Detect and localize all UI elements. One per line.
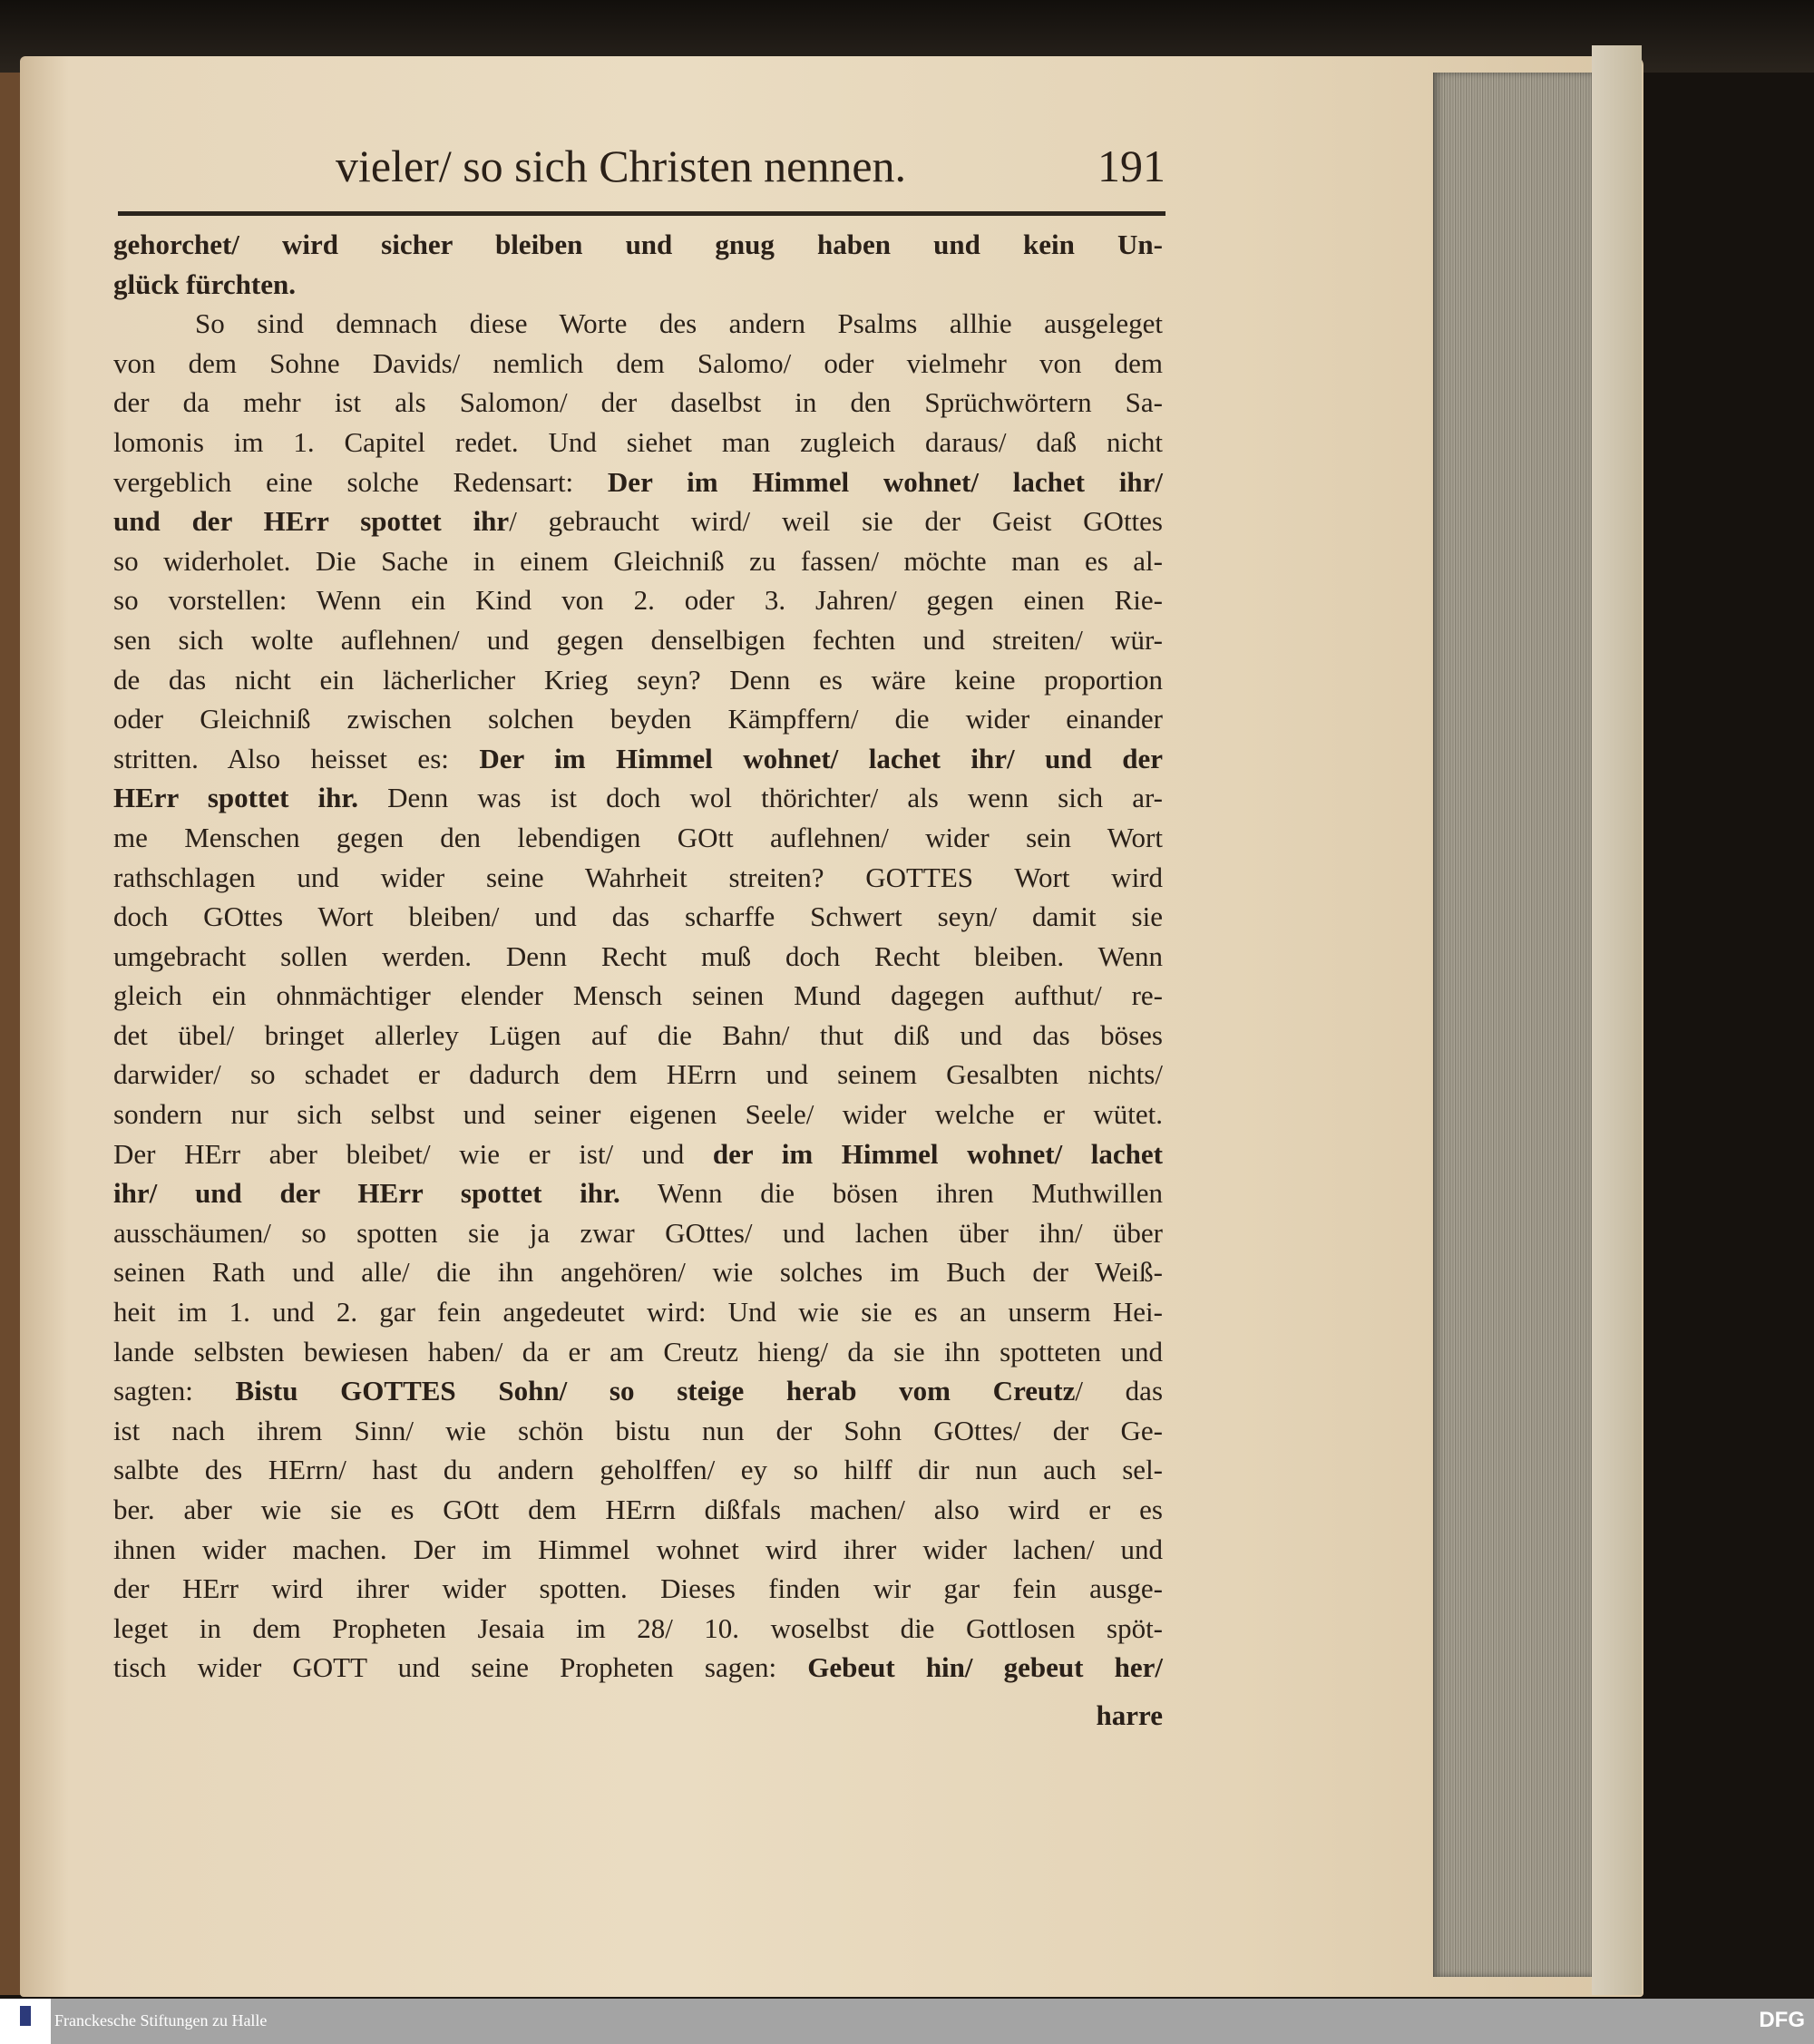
text-line: [113, 1371, 1163, 1411]
text-segment: lomonis im 1. Capitel redet. Und siehet man zugleich daraus/ daß nicht: [113, 425, 1163, 458]
footer-bar: [0, 1999, 1814, 2044]
bold-text-segment: Der im Himmel wohnet/ lachet ihr/: [607, 465, 1163, 498]
institution-name: Franckesche Stiftungen zu Halle: [54, 2011, 268, 2029]
text-segment: / gebraucht wird/ weil sie der Geist GOttes: [509, 505, 1163, 538]
text-segment: ihnen wider machen. Der im Himmel wohnet wird ihrer wider lachen/ und: [113, 1533, 1163, 1565]
text-segment: de das nicht ein lächerlicher Krieg seyn? Denn es wäre keine proportion: [113, 663, 1163, 696]
text-segment: so vorstellen: Wenn ein Kind von 2. oder 3. Jahren/ gegen einen Rie-: [113, 584, 1163, 617]
page-text: [113, 225, 1164, 1731]
header-rule: [118, 211, 1165, 216]
text-segment: stritten. Also heisset es:: [113, 742, 480, 774]
text-segment: me Menschen gegen den lebendigen GOtt auflehnen/ wider sein Wort: [113, 821, 1163, 853]
text-segment: so widerholet. Die Sache in einem Gleichniß zu fassen/ möchte man es al-: [113, 544, 1163, 577]
text-line: [113, 225, 1163, 265]
text-line: [113, 383, 1163, 423]
text-line: [113, 858, 1163, 898]
text-line: [113, 620, 1163, 660]
institution-logo: [0, 1999, 51, 2044]
catchword: harre: [1096, 1699, 1163, 1731]
bold-text-segment: Bistu GOTTES Sohn/ so steige herab vom Creutz: [235, 1375, 1076, 1407]
text-segment: ausschäumen/ so spotten sie ja zwar GOttes/ und lachen über ihn/ über: [113, 1216, 1163, 1249]
page-number: 191: [1097, 141, 1165, 191]
text-line: [113, 423, 1163, 462]
text-line: [113, 1490, 1163, 1530]
bold-text-segment: ihr/ und der HErr spottet ihr.: [113, 1177, 620, 1210]
text-segment: leget in dem Propheten Jesaia im 28/ 10. woselbst die Gottlosen spöt-: [113, 1611, 1163, 1644]
text-line: [113, 1609, 1163, 1649]
text-line: [113, 265, 1163, 305]
text-line: [113, 1569, 1163, 1609]
text-line: [113, 1411, 1163, 1451]
dfg-logo: DFG: [1759, 2008, 1805, 2032]
bold-text-segment: Gebeut hin/ gebeut her/: [807, 1651, 1163, 1684]
text-segment: / das: [1075, 1375, 1164, 1407]
bold-text-segment: der im Himmel wohnet/ lachet: [712, 1137, 1163, 1170]
text-line: [113, 304, 1163, 344]
text-segment: lande selbsten bewiesen haben/ da er am Creutz hieng/ da sie ihn spotteten und: [113, 1335, 1163, 1368]
text-segment: sagten:: [113, 1375, 236, 1407]
text-segment: salbte des HErrn/ hast du andern geholffen/ ey so hilff dir nun auch sel-: [113, 1454, 1163, 1486]
bold-text-segment: HErr spottet ihr.: [113, 782, 359, 814]
text-line: [113, 818, 1163, 858]
text-segment: der da mehr ist als Salomon/ der daselbst in den Sprüchwörtern Sa-: [113, 386, 1163, 419]
text-line: [113, 1095, 1163, 1134]
bold-text-segment: gehorchet/ wird sicher bleiben und gnug haben und kein Un-: [113, 229, 1163, 260]
text-segment: Der HErr aber bleibet/ wie er ist/ und: [113, 1137, 713, 1170]
text-segment: sondern nur sich selbst und seiner eigenen Seele/ wider welche er wütet.: [113, 1098, 1163, 1131]
text-segment: der HErr wird ihrer wider spotten. Dieses finden wir gar fein ausge-: [113, 1572, 1163, 1605]
text-segment: umgebracht sollen werden. Denn Recht muß doch Recht bleiben. Wenn: [113, 939, 1163, 972]
text-segment: gleich ein ohnmächtiger elender Mensch seinen Mund dagegen aufthut/ re-: [113, 979, 1163, 1012]
text-line: [113, 1173, 1163, 1213]
text-segment: von dem Sohne Davids/ nemlich dem Salomo/ oder vielmehr von dem: [113, 346, 1163, 379]
text-segment: doch GOttes Wort bleiben/ und das scharffe Schwert seyn/ damit sie: [113, 900, 1163, 933]
text-line: [113, 1292, 1163, 1332]
text-line: [113, 1016, 1163, 1056]
text-line: [113, 699, 1163, 739]
text-line: [113, 937, 1163, 977]
text-segment: ist nach ihrem Sinn/ wie schön bistu nun der Sohn GOttes/ der Ge-: [113, 1414, 1163, 1446]
text-line: [113, 462, 1163, 502]
text-line: [113, 1530, 1163, 1570]
text-line: [113, 1450, 1163, 1490]
text-segment: seinen Rath und alle/ die ihn angehören/ wie solches im Buch der Weiß-: [113, 1256, 1163, 1289]
text-segment: Denn was ist doch wol thörichter/ als wenn sich ar-: [358, 782, 1163, 814]
bold-text-segment: glück fürchten.: [113, 268, 296, 300]
text-segment: So sind demnach diese Worte des andern Psalms allhie ausgeleget: [195, 307, 1163, 340]
text-line: [113, 1648, 1163, 1688]
text-line: [113, 739, 1163, 779]
text-line: [113, 344, 1163, 384]
text-segment: sen sich wolte auflehnen/ und gegen denselbigen fechten und streiten/ wür-: [113, 623, 1163, 656]
text-line: [113, 501, 1163, 541]
text-line: [113, 660, 1163, 700]
text-line: [113, 778, 1163, 818]
text-segment: heit im 1. und 2. gar fein angedeutet wird: Und wie sie es an unserm Hei-: [113, 1296, 1163, 1329]
text-segment: oder Gleichniß zwischen solchen beyden Kämpffern/ die wider einander: [113, 703, 1163, 735]
text-segment: tisch wider GOTT und seine Propheten sagen:: [113, 1651, 808, 1684]
text-segment: darwider/ so schadet er dadurch dem HErrn und seinem Gesalbten nichts/: [113, 1058, 1163, 1091]
text-segment: ber. aber wie sie es GOtt dem HErrn dißfals machen/ also wird er es: [113, 1494, 1163, 1525]
text-segment: rathschlagen und wider seine Wahrheit streiten? GOTTES Wort wird: [113, 861, 1163, 893]
text-line: [113, 541, 1163, 581]
running-title: vieler/ so sich Christen nennen.: [336, 141, 907, 191]
text-segment: Wenn die bösen ihren Muthwillen: [619, 1177, 1164, 1210]
text-line: [113, 1213, 1163, 1253]
text-line: [113, 580, 1163, 620]
page-edges: [1433, 73, 1592, 1977]
text-segment: det übel/ bringet allerley Lügen auf die Bahn/ thut diß und das böses: [113, 1018, 1163, 1051]
text-segment: vergeblich eine solche Redensart:: [113, 465, 608, 498]
text-line: [113, 1055, 1163, 1095]
page-header: [113, 136, 1165, 200]
text-line: [113, 1332, 1163, 1372]
text-line: [113, 1134, 1163, 1174]
text-line: [113, 1252, 1163, 1292]
bold-text-segment: und der HErr spottet ihr: [113, 505, 510, 538]
bold-text-segment: Der im Himmel wohnet/ lachet ihr/ und der: [479, 742, 1163, 774]
text-line: [113, 976, 1163, 1016]
book-cover-edge: [1592, 45, 1642, 1995]
text-line: [113, 897, 1163, 937]
